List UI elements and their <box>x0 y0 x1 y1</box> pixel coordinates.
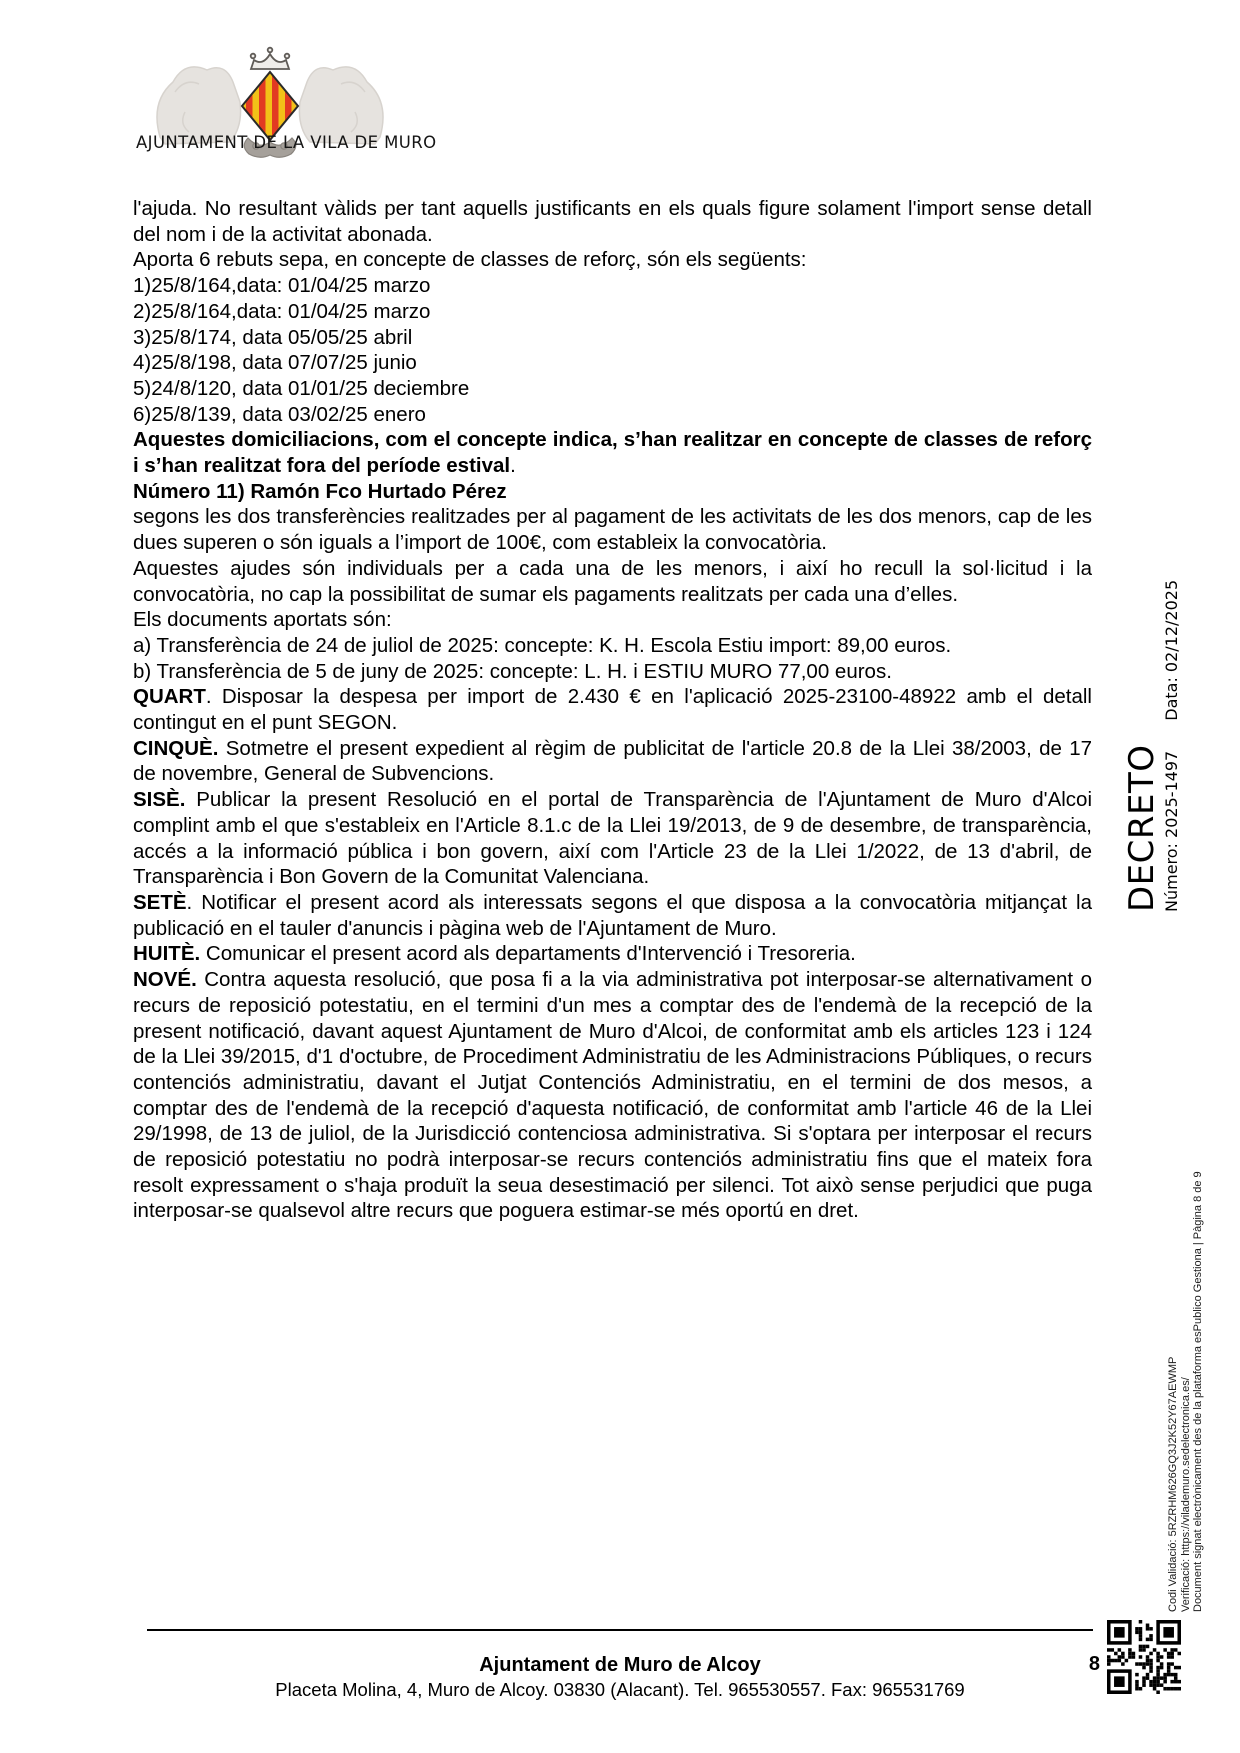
bold-note-text: Aquestes domiciliacions, com el concepte indica, s’han realitzar en concepte de classes de reforç i s’han realitzat fora del període estival <box>133 428 1092 478</box>
case-title: Número 11) Ramón Fco Hurtado Pérez <box>133 479 507 503</box>
resolution-label: SISÈ. <box>133 788 186 812</box>
footer-address: Placeta Molina, 4, Muro de Alcoy. 03830 (Alacant). Tel. 965530557. Fax: 965531769 <box>275 1679 965 1700</box>
case-paragraph-2: Aquestes ajudes són individuals per a cada una de les menors, i així ho recull la sol·licitud i la convocatòria, no cap la possibilitat de sumar els pagaments realitzats per cada una d’elles. <box>133 556 1092 606</box>
verification-url: Verificació: https://vilademuro.sedelectronica.es/ <box>1179 1377 1192 1612</box>
resolution-text: Publicar la present Resolució en el portal de Transparència de l'Ajuntament de Muro d'Alcoi complint amb el que s'estableix en l'Article 8.1.c de la Llei 19/2013, de 9 de desembre, de transparència, accés a la informació pública i bon govern, així com l'Article 23 de la Llei 1/2022, de 13 d'abril, de Transparència i Bon Govern de la Comunitat Valenciana. <box>133 788 1092 889</box>
decree-meta <box>1162 580 1182 912</box>
resolution-huite <box>133 941 1092 967</box>
decree-number: Número: 2025-1497 <box>1162 750 1181 912</box>
resolution-label: CINQUÈ. <box>133 736 219 760</box>
decree-stamp <box>1122 580 1182 912</box>
resolution-quart <box>133 684 1092 735</box>
footer <box>147 1652 1093 1702</box>
receipt-item: 3)25/8/174, data 05/05/25 abril <box>133 325 413 349</box>
intro-paragraph-2: Aporta 6 rebuts sepa, en concepte de classes de reforç, són els següents: <box>133 248 807 272</box>
receipt-item: 1)25/8/164,data: 01/04/25 marzo <box>133 274 431 298</box>
intro-paragraph-1: l'ajuda. No resultant vàlids per tant aquells justificants en els quals figure solament l'import sense detall del nom i de la activitat abonada. <box>133 197 1092 246</box>
resolution-label: QUART <box>133 685 206 709</box>
case-paragraph-3: Els documents aportats són: <box>133 608 392 632</box>
resolution-sete <box>133 890 1092 941</box>
resolution-text: Contra aquesta resolució, que posa fi a la via administrativa pot interposar-se alternativament o recurs de reposició potestatiu, en el termini d'un mes a comptar des de l'endemà de la recepció de la present notificació, davant aquest Ajuntament de Muro d'Alcoi, de conformitat amb els articles 123 i 124 de la Llei 39/2015, d'1 d'octubre, de Procediment Administratiu de les Administracions Públiques, o recurs contenciós administratiu, davant el Jutjat Contenciós Administratiu, en el termini de dos mesos, a comptar des de l'endemà de la recepció d'aquesta notificació, de conformitat amb l'article 46 de la Llei 29/1998, de 13 de juliol, de la Jurisdicció contenciosa administrativa. Si s'optara per interposar el recurs de reposició potestatiu no podrà interposar-se recurs contenciós administratiu fins que el mateix fora resolt expressament o s'haja produït la seua desestimació per silenci. Tot això sense perjudici que puga interposar-se qualsevol altre recurs que poguera estimar-se més oportú en dret. <box>133 968 1092 1223</box>
case-paragraph-1: segons les dos transferències realitzades per al pagament de les activitats de les dos menors, cap de les dues superen o són iguals a l’import de 100€, com estableix la convocatòria. <box>133 505 1092 555</box>
doc-item-b: b) Transferència de 5 de juny de 2025: concepte: L. H. i ESTIU MURO 77,00 euros. <box>133 659 892 683</box>
bold-note <box>133 427 1092 478</box>
footer-divider <box>147 1629 1093 1631</box>
resolution-cinque <box>133 736 1092 787</box>
resolution-label: NOVÉ. <box>133 968 197 992</box>
page-number: 8 <box>1088 1653 1100 1675</box>
bold-note-period: . <box>510 454 516 478</box>
resolution-text: . Disposar la despesa per import de 2.430 € en l'aplicació 2025-23100-48922 amb el detall contingut en el punt SEGON. <box>133 685 1092 735</box>
validation-code: Codi Validació: 5RZRHM626GQ3J2K52Y67AEWMP <box>1167 1356 1179 1612</box>
resolution-text: Sotmetre el present expedient al règim de publicitat de l'article 20.8 de la Llei 38/2003, de 17 de novembre, General de Subvencions. <box>133 736 1092 786</box>
resolution-text: Comunicar el present acord als departaments d'Intervenció i Tresoreria. <box>200 942 856 966</box>
receipt-item: 2)25/8/164,data: 01/04/25 marzo <box>133 299 431 323</box>
resolution-nove <box>133 967 1092 1224</box>
org-name: AJUNTAMENT DE LA VILA DE MURO <box>136 133 437 152</box>
decree-type: DECRETO <box>1122 744 1162 912</box>
resolution-label: HUITÈ. <box>133 942 201 966</box>
receipts-list <box>133 273 1092 427</box>
document-body <box>133 196 1092 1224</box>
qr-code-icon <box>1107 1620 1181 1694</box>
resolution-text: . Notificar el present acord als interessats segons el que disposa a la convocatòria mitjançat la publicació en el tauler d'anuncis i pàgina web de l'Ajuntament de Muro. <box>133 890 1092 940</box>
resolution-label: SETÈ <box>133 890 187 914</box>
validation-small-print <box>1167 1171 1205 1612</box>
footer-org-name: Ajuntament de Muro de Alcoy <box>479 1654 761 1676</box>
decree-date: Data: 02/12/2025 <box>1162 579 1181 721</box>
signature-note: Document signat electrònicament des de la plataforma esPublico Gestiona | Pàgina 8 de 9 <box>1192 1171 1205 1612</box>
receipt-item: 6)25/8/139, data 03/02/25 enero <box>133 402 426 426</box>
resolution-sise <box>133 787 1092 890</box>
receipt-item: 4)25/8/198, data 07/07/25 junio <box>133 351 417 375</box>
doc-item-a: a) Transferència de 24 de juliol de 2025: concepte: K. H. Escola Estiu import: 89,00 euros. <box>133 633 952 657</box>
receipt-item: 5)24/8/120, data 01/01/25 deciembre <box>133 376 470 400</box>
